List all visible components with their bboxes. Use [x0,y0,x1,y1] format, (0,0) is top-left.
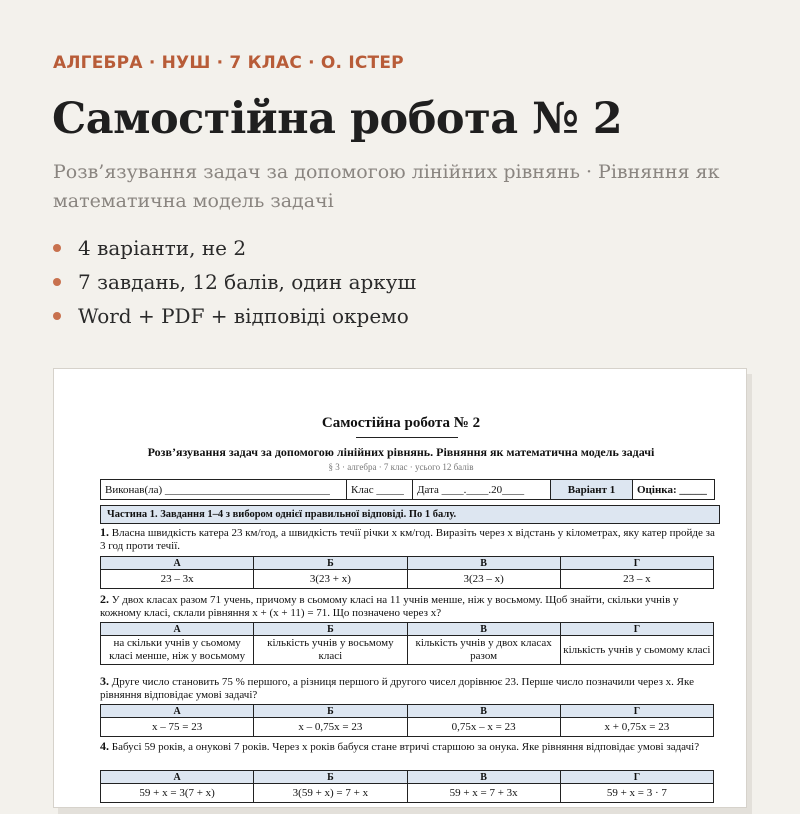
answer-option: 3(23 – x) [407,570,560,589]
answer-option: 59 + x = 3 · 7 [560,784,713,803]
answer-option: 59 + x = 7 + 3x [407,784,560,803]
bullet-dot-icon [53,244,61,252]
feature-text: Word + PDF + відповіді окремо [78,304,409,328]
variant-label: Варіант 1 [551,480,633,500]
feature-text: 7 завдань, 12 балів, один аркуш [78,270,417,294]
answer-option: кількість учнів у двох класах разом [407,636,560,665]
option-letter: Г [560,557,713,570]
answer-option: 59 + x = 3(7 + x) [101,784,254,803]
option-letter: Б [254,623,407,636]
worksheet-preview [53,368,747,808]
answer-option: 23 – 3x [101,570,254,589]
option-letter: А [101,557,254,570]
answer-table-3 [100,704,714,737]
question-number: 4. [100,739,109,753]
question-4 [100,740,716,754]
option-letter: Б [254,771,407,784]
option-letter: Г [560,705,713,718]
option-letter: В [407,705,560,718]
student-info-table [100,479,715,500]
answer-option: 3(59 + x) = 7 + x [254,784,407,803]
question-text: Друге число становить 75 % першого, а різниця першого й другого чисел дорівнює 23. Перше число позначили через x. Яке рівняння відповідає умові задачі? [100,676,694,701]
feature-text: 4 варіанти, не 2 [78,236,247,260]
page-subtitle: Розв’язування задач за допомогою лінійних рівнянь · Рівняння як математична модель задачі [53,161,720,212]
sheet-title-underline [356,437,458,438]
feature-item [53,299,416,333]
sheet-meta: § 3 · алгебра · 7 клас · усього 12 балів [328,462,474,472]
question-number: 1. [100,525,109,539]
option-letter: Б [254,705,407,718]
bullet-dot-icon [53,312,61,320]
name-field: Виконав(ла) ______________________________ [101,480,347,500]
answer-option: кількість учнів у сьомому класі [560,636,713,665]
option-letter: А [101,623,254,636]
option-letter: Г [560,623,713,636]
answer-option: на скільки учнів у сьомому класі менше, ніж у восьмому [101,636,254,665]
feature-item [53,265,416,299]
feature-item [53,231,416,265]
question-number: 3. [100,674,109,688]
date-field: Дата ____.____.20____ [413,480,551,500]
answer-table-2 [100,622,714,665]
option-letter: Г [560,771,713,784]
option-letter: В [407,623,560,636]
question-number: 2. [100,592,109,606]
score-field: Оцінка: _____ [633,480,715,500]
answer-option: 23 – x [560,570,713,589]
feature-list [53,231,416,333]
answer-option: x + 0,75x = 23 [560,718,713,737]
question-text: У двох класах разом 71 учень, причому в сьомому класі на 11 учнів менше, ніж у восьмому. Щоб знайти, скільки учнів у кожному класі, склали рівняння x + (x + 11) = 71. Що позначено через x? [100,594,679,619]
page-title: Самостійна робота № 2 [52,94,623,144]
option-letter: В [407,557,560,570]
answer-option: 3(23 + x) [254,570,407,589]
option-letter: В [407,771,560,784]
bullet-dot-icon [53,278,61,286]
option-letter: Б [254,557,407,570]
kicker: АЛГЕБРА · НУШ · 7 КЛАС · О. ІСТЕР [53,53,404,73]
question-text: Бабусі 59 років, а онукові 7 років. Через x років бабуся стане втричі старшою за онука. Яке рівняння відповідає умові задачі? [111,741,700,753]
question-3 [100,675,716,702]
question-text: Власна швидкість катера 23 км/год, а швидкість течії річки x км/год. Виразіть через x відстань у кілометрах, яку катер пройде за 3 год проти течії. [100,527,715,552]
answer-option: x – 0,75x = 23 [254,718,407,737]
question-2 [100,593,716,620]
sheet-subtitle: Розв’язування задач за допомогою лінійних рівнянь. Рівняння як математична модель задачі [147,445,655,459]
part-heading: Частина 1. Завдання 1–4 з вибором однієї правильної відповіді. По 1 балу. [100,505,720,524]
answer-table-4 [100,770,714,803]
question-1 [100,526,716,553]
answer-option: кількість учнів у восьмому класі [254,636,407,665]
option-letter: А [101,771,254,784]
class-field: Клас _____ [347,480,413,500]
option-letter: А [101,705,254,718]
answer-option: 0,75x – x = 23 [407,718,560,737]
answer-table-1 [100,556,714,589]
sheet-title: Самостійна робота № 2 [321,415,481,431]
answer-option: x – 75 = 23 [101,718,254,737]
